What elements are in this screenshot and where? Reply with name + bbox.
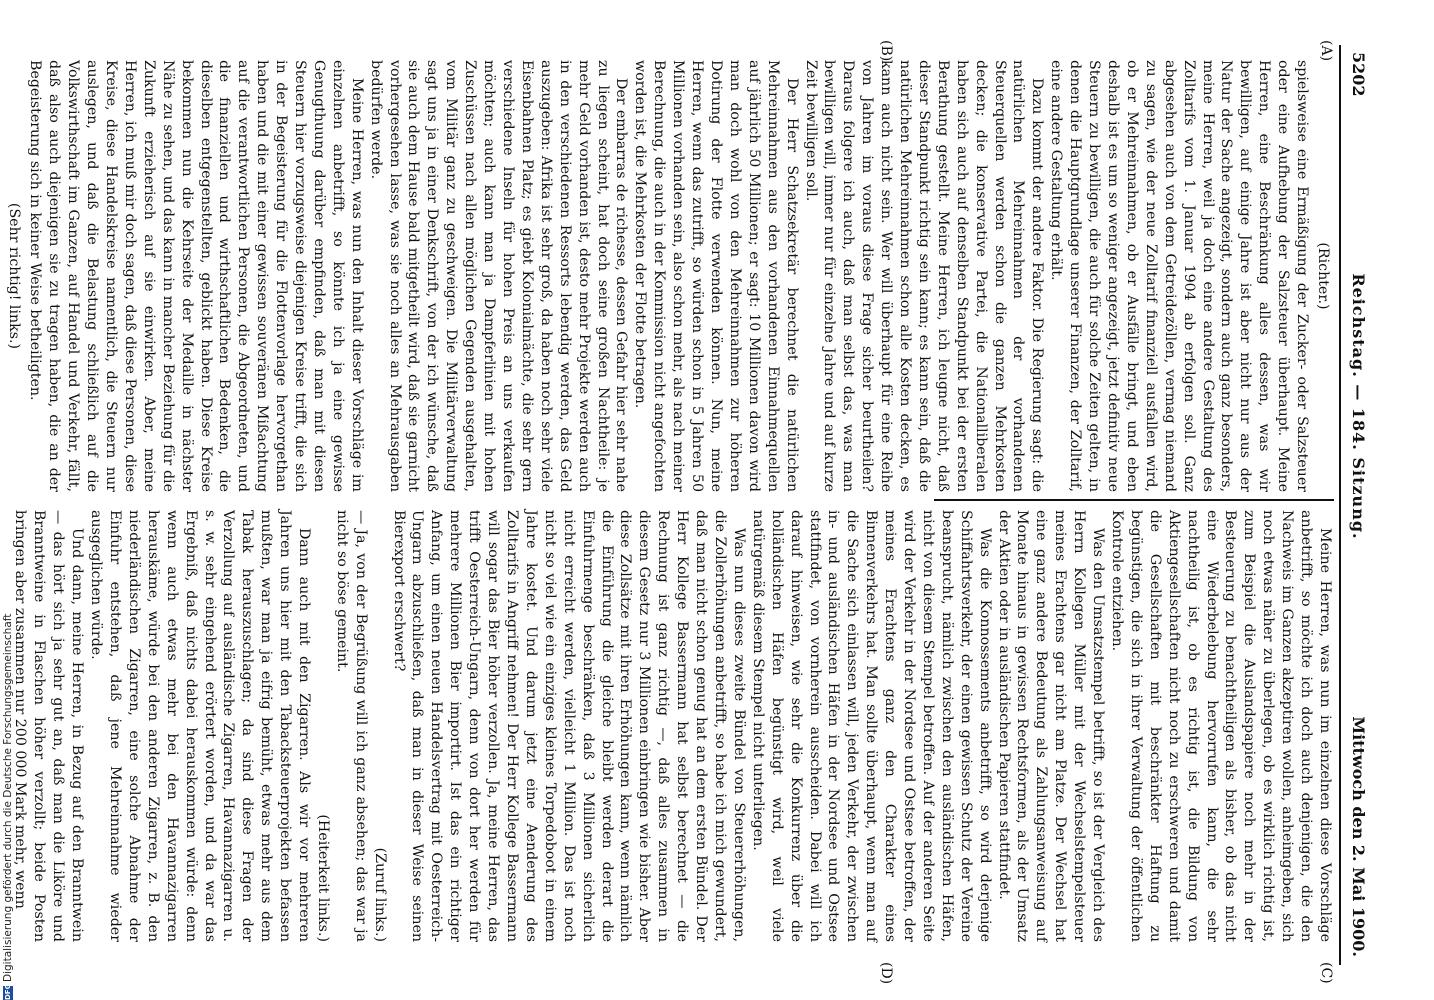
paragraph: Meine Herren, was nun den Inhalt dieser Vorschläge im einzelnen anbetrifft, so könnte ich ja eine gewisse Genugthuung darüber empfinden, daß man mit diesen Steuern hier vorzugsweise diejenigen Kreise trifft, die sich in der Begeisterung für die Flottenvorlage hervorgethan haben und die mit einer gewissen souveränen Mißachtung auf die verantwortlichen Personen, die Abgeordneten, und die finanziellen und wirthschaftlichen Bedenken, die dieselben entgegenstellten, geblickt haben. Diese Kreise bekommen nun die Kehrseite der Medaille in nächster Nähe zu sehen, und das kann in mancher Beziehung für die Zukunft erzieherisch auf sie einwirken. Aber, meine Herren, ich muß mir doch sagen, daß diese Personen, diese Kreise, diese Handelskreise namentlich, die Steuern nur auslegen, und daß die Belastung schließlich auf die Volkswirthschaft im Ganzen, auf Handel und Verkehr, fällt, daß also auch diejenigen sie zu tragen haben, die an der Begeisterung sich in keiner Weise betheiligten. bbox=[27, 60, 365, 492]
margin-marker-c: (C) bbox=[1318, 962, 1334, 984]
dfg-logo-icon: DFG bbox=[4, 983, 12, 1000]
column-divider bbox=[934, 499, 1334, 501]
paragraph: Meine Herren, was nun im einzelnen diese Vorschläge anbetrifft, so möchte ich doch auch denjenigen, die den Nachweis im Ganzen akzeptiren wollen, anheimgeben, sich noch etwas näher zu überlegen, ob es wirklich richtig ist, zum Beispiel die Auslandspapiere noch mehr in der Besteuerung zu benachtheiligen als bisher, ob das nicht eine Wiederbelebung hervorrufen kann, die sehr nachtheilig ist, ob es richtig ist, die Bildung von Aktiengesellschaften nicht noch zu erschweren und damit die Gesellschaften mit beschränkter Haftung zu begünstigen, die sich in ihrer Verwaltung der öffentlichen Kontrole entziehen. bbox=[1109, 510, 1333, 942]
footer-text: Digitalisierung gefördert durch die Deutsche Forschungsgemeinschaft bbox=[2, 613, 14, 982]
header-rule bbox=[1339, 45, 1341, 965]
margin-marker-b: (B) bbox=[878, 40, 894, 62]
paragraph: spielsweise eine Ermäßigung der Zucker- oder Salzsteuer oder eine Aufhebung der Salzsteuer überhaupt. Meine Herren, eine Beschränkung alles dessen, was wir bewilligen, auf einige Jahre ist aber nicht nur aus der Natur der Sache angezeigt, sondern auch ganz besonders, meine Herren, weil ja doch eine andere Gestaltung des Zolltarifs vom 1. Januar 1904 ab erfolgen soll. Ganz abgesehen auch von dem Getreidezöllen, vermag niemand zu sagen, wie der neue Zolltarif finanziell ausfallen wird, ob er Mehreinnahmen, ob er Ausfälle bringt, und eben deshalb ist es um so weniger angezeigt, jetzt definitiv neue Steuern zu bewilligen, die auch für solche Zeiten gelten, in denen die Hauptgrundlage unserer Finanzen, der Zolltarif, eine andere Gestaltung erhält. bbox=[1048, 60, 1311, 492]
paragraph: Was die Konnossements anbetrifft, so wird derjenige Schiffahrtsverkehr, der einen gewissen Schutz der Vereine beansprucht, nämlich zwischen den ausländischen Häfen, nicht von diesem Stempel betroffen. Auf der anderen Seite wird der Verkehr in der Nordsee und Ostsee betroffen, der meines Erachtens ganz den Charakter eines Binnenverkehrs hat. Man sollte überhaupt, wenn man auf die Sache sich einlassen will, jeden Verkehr, der zwischen in- und ausländischen Häfen in der Nordsee und Ostsee stattfindet, von vornherein ausscheiden. Dabei will ich darauf hinweisen, wie sehr die Konkurrenz über die holländischen Häfen begünstigt wird, weil viele natürgemäß diesem Stempel nicht unterliegen. bbox=[749, 510, 993, 942]
paragraph: — Ja, von der Begrüßung will ich ganz absehen; das war ja nicht so böse gemeint. bbox=[333, 510, 369, 942]
left-column bbox=[3, 60, 1334, 492]
paragraph: Dazu kommt der andere Faktor. Die Regierung sagt: die natürlichen Mehreinnahmen der vorhandenen Steuerquellen werden schon die ganzen Mehrkosten decken; die konservative Partei, die Nationalliberalen haben sich auch auf denselben Standpunkt bei der ersten Berathung gestellt. Meine Herren, ich leugne nicht, daß dieser Standpunkt richtig sein kann; es kann sein, daß die natürlichen Mehreinnahmen schon alle Kosten decken, es kann auch nicht sein. Wer will überhaupt für eine Reihe von Jahren im voraus diese Frage sicher beurtheilen? Daraus folgere ich auch, daß man selbst das, was man bewilligen will, immer nur für einzelne Jahre und auf kurze Zeit bewilligen soll. bbox=[802, 60, 1046, 492]
margin-marker-d: (D) bbox=[878, 962, 894, 985]
right-column bbox=[11, 510, 1334, 942]
digitization-footer bbox=[2, 614, 14, 1000]
interjection: (Heiterkeit links.) bbox=[314, 814, 331, 942]
paragraph: Und dann, meine Herren, in Bezug auf den Branntwein — das hört sich ja sehr gut an, daß man die Liköre und Branntweine in Flaschen höher verzollt; beide Posten bringen aber zusammen nur 200 000 Mark mehr, wenn bbox=[12, 510, 86, 942]
paragraph: Der embarras de richesse, dessen Gefahr hier sehr nahe zu liegen scheint, hat doch seine großen Nachtheile: je mehr Geld vorhanden ist, desto mehr Projekte werden auch in den verschiedenen Ressorts lebendig werden, das Geld auszugeben: Afrika ist sehr groß, da haben noch sehr viele Eisenbahnen Platz; es giebt Kolonialmächte, die sehr gern verschiedene Inseln für hohen Preis an uns verkaufen möchten; auch kann man ja Dampferlinien mit hohen Zuschüssen nach allen möglichen Gegenden ausgehalten, vom Militär ganz zu geschweigen. Die Militärverwaltung sagt uns ja in einer Denkschrift, von der ich wünsche, daß sie auch dem Hause bald mitgetheilt wird, daß sie garnicht vorhergesehen lasse, was sie noch alles an Mehrausgaben bedürfen werde. bbox=[367, 60, 630, 492]
applause-note: (Sehr richtig! links.) bbox=[6, 202, 23, 350]
session-title: Reichstag. — 184. Sitzung. bbox=[1349, 273, 1369, 540]
margin-marker-a: (A) bbox=[1318, 40, 1334, 62]
paragraph: Dann auch mit den Zigarren. Als wir vor mehreren Jahren uns hier mit den Tabacksteuerprojekten befassen mußten, war man ja eifrig bemüht, etwas mehr aus dem Tabak herauszuschlagen; da sind diese Fragen der Verzollung auf ausländische Zigarren, Havannazigarren u. s. w. sehr eingehend erörtert worden, und da war das Ergebniß, daß nichts dabei herauskommen würde: denn wenn auch etwas mehr bei den Havannazigarren herauskäme, würde bei den anderen Zigarren, z. B. den niederländischen Zigarren, eine solche Abnahme der Einfuhr entstehen, daß jene Mehreinnahme wieder ausgeglichen würde. bbox=[88, 510, 313, 942]
page-number: 5202 bbox=[1349, 52, 1369, 97]
paragraph: Was nun dieses zweite Bündel von Steuererhöhungen, die Zollerhöhungen anbetrifft, so habe ich mich gewundert, daß man nicht schon genug hat an dem ersten Bündel. Der Herr Kollege Bassermann hat selbst berechnet — die Rechnung ist ganz richtig —, daß alles zusammen in diesem Gesetz nur 3 Millionen einbringen wie bisher. Aber diese Zollsätze mit ihren Erhöhungen kann, wenn nämlich die Einführung die gleiche bleibt werden derart die Einfuhrmenge beschränken, daß 3 Millionen sicherlich nicht erreicht werden, vielleicht 1 Million. Das ist noch nicht so viel wie ein einziges kleines Torpedoboot in einem Jahre kostet. Und darum jetzt eine Aenderung des Zolltarifs in Angriff nehmen! Der Herr Kollege Bassermann will sogar das Bier höher verzollen. Ja, meine Herren, das trifft Oesterreich-Ungarn, denn von dort her werden für mehrere Millionen Bier importirt. Ist das ein richtiger Anfang, um einen neuen Handelsvertrag mit Oesterreich-Ungarn abzuschließen, daß man in dieser Weise seinen Bierexport erschwert? bbox=[390, 510, 747, 942]
session-date: Mittwoch den 2. Mai 1900. bbox=[1349, 716, 1369, 957]
speaker-label: (Richter.) bbox=[1315, 242, 1331, 310]
paragraph: Der Herr Schatzsekretär berechnet die natürlichen Mehreinnahmen aus den vorhandenen Einnahmequellen auf jährlich 50 Millionen; er sagt: 10 Millionen davon wird man doch wohl von den Mehreinnahmen zur höheren Dotirung der Flotte verwenden können. Nun, meine Herren, wenn das zutrifft, so würden schon in 5 Jahren 50 Millionen vorhanden sein, also schon mehr, als nach meiner Berechnung, die auch in der Kommission nicht angefochten worden ist, die Mehrkosten der Flotte betragen. bbox=[632, 60, 800, 492]
page-header bbox=[1344, 52, 1374, 957]
paragraph: Was den Umsatzstempel betrifft, so ist der Vergleich des Herrn Kollegen Müller mit der Wechselstempelsteuer meines Erachtens gar nicht am Platze. Der Wechsel hat eine ganz andere Bedeutung als Zahlungsanweisung auf Monate hinaus in gewissen Rechtsformen, als der Umsatz der Aktien oder in ausländischen Papieren stattfindet. bbox=[995, 510, 1107, 942]
interjection: (Zuruf links.) bbox=[371, 847, 388, 942]
